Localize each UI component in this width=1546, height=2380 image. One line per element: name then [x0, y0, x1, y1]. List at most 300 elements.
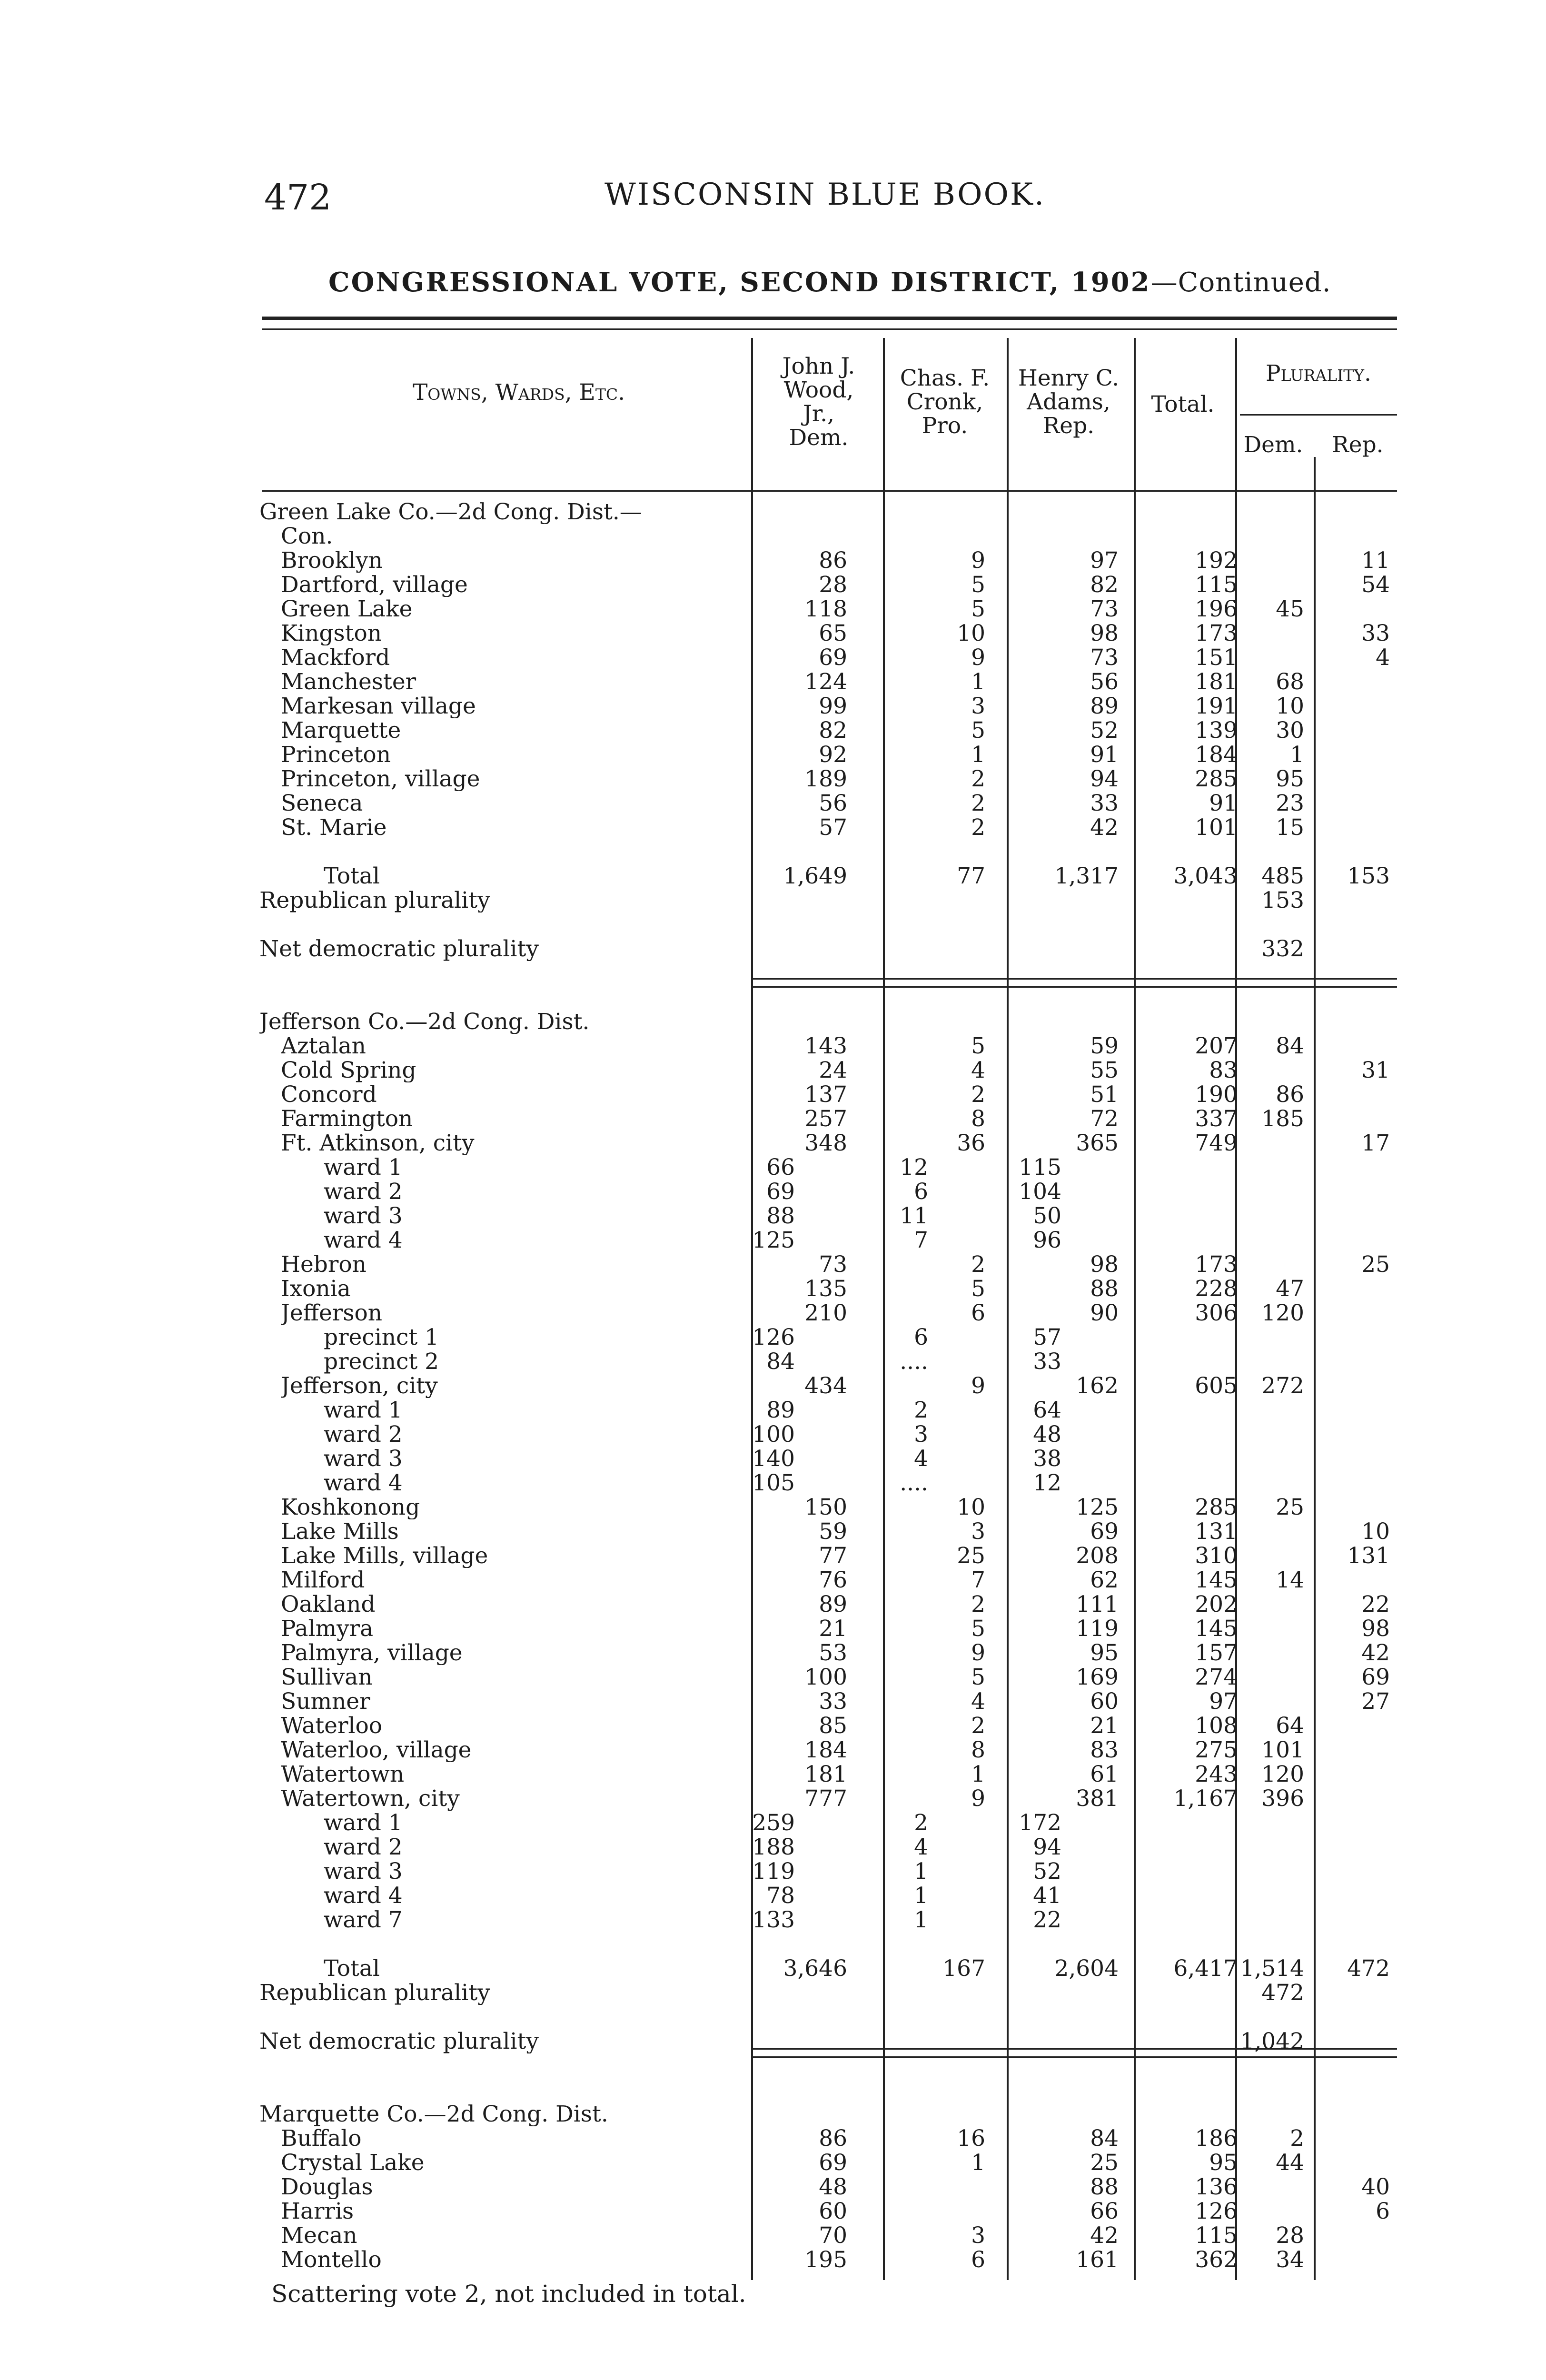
cell-dem: 485 [1261, 863, 1304, 889]
table-row [0, 621, 1546, 645]
row-label [281, 1616, 750, 1641]
spacer-row [0, 840, 1546, 864]
cell-total: 101 [1195, 814, 1238, 841]
cell-wood: 70 [819, 2222, 847, 2249]
cell-cronk: 5 [971, 1664, 985, 1690]
cell-adams: 119 [1076, 1616, 1119, 1642]
row-label [281, 597, 750, 621]
cell-adams: 169 [1076, 1664, 1119, 1690]
cell-rep: 31 [1361, 1057, 1390, 1083]
cell-cronkL: 4 [914, 1446, 928, 1472]
cell-adams: 59 [1090, 1033, 1119, 1059]
cell-total: 136 [1195, 2174, 1238, 2200]
row-label-text: Aztalan [281, 1034, 371, 1058]
cell-cronkL: 1 [914, 1858, 928, 1884]
cell-total: 151 [1195, 645, 1238, 671]
cell-rep: 25 [1361, 1251, 1390, 1278]
row-label [281, 1082, 750, 1107]
cell-adamsL: 57 [1033, 1324, 1061, 1350]
row-label-text: ward 7 [324, 1908, 407, 1932]
row-label [281, 2151, 750, 2175]
cell-adams: 88 [1090, 2174, 1119, 2200]
row-label [281, 1738, 750, 1762]
row-label [281, 743, 750, 767]
table-row [0, 1204, 1546, 1228]
row-label-text: ward 2 [324, 1835, 407, 1859]
row-label-text: Con. [281, 524, 337, 548]
row-label-text: Watertown [281, 1762, 409, 1786]
cell-woodL: 125 [752, 1227, 795, 1253]
row-label-text: ward 3 [324, 1859, 407, 1884]
row-label [281, 645, 750, 670]
row-label-text: ward 1 [324, 1811, 407, 1835]
cell-total: 275 [1195, 1737, 1238, 1763]
cell-woodL: 66 [766, 1154, 795, 1180]
cell-wood: 89 [819, 1591, 847, 1617]
row-label-text: Net democratic plurality [259, 937, 544, 961]
table-row [0, 1325, 1546, 1349]
cell-adams: 72 [1090, 1106, 1119, 1132]
cell-wood: 135 [804, 1276, 847, 1302]
cell-rep: 54 [1361, 572, 1390, 598]
spacer-row [0, 912, 1546, 937]
table-row [0, 1447, 1546, 1471]
row-label [281, 1107, 750, 1131]
cell-adamsL: 33 [1033, 1349, 1061, 1375]
cell-adams: 90 [1090, 1300, 1119, 1326]
row-label-text: ward 4 [324, 1228, 407, 1252]
cell-adams: 1,317 [1054, 863, 1119, 889]
table-row [0, 1349, 1546, 1374]
cell-total: 131 [1195, 1518, 1238, 1545]
row-label [281, 815, 750, 840]
row-label-text: precinct 1 [324, 1325, 444, 1349]
row-label [259, 2029, 750, 2053]
cell-total: 749 [1195, 1130, 1238, 1156]
cell-adams: 365 [1076, 1130, 1119, 1156]
row-label-text: Mackford [281, 645, 395, 670]
cell-adamsL: 115 [1019, 1154, 1061, 1180]
row-label [281, 1689, 750, 1714]
cell-total: 173 [1195, 620, 1238, 646]
row-label-text: Green Lake [281, 597, 417, 621]
cell-total: 362 [1195, 2247, 1238, 2273]
cell-cronkL: 12 [900, 1154, 928, 1180]
cell-wood: 99 [819, 693, 847, 719]
row-label-text: Markesan village [281, 694, 481, 718]
row-label [281, 1374, 750, 1398]
cell-adams: 55 [1090, 1057, 1119, 1083]
cell-dem: 30 [1276, 717, 1304, 744]
cell-wood: 348 [804, 1130, 847, 1156]
cell-rep: 10 [1361, 1518, 1390, 1545]
row-label-text: Montello [281, 2248, 386, 2272]
cell-adams: 25 [1090, 2150, 1119, 2176]
cell-dem: 23 [1276, 790, 1304, 816]
cell-wood: 257 [804, 1106, 847, 1132]
cell-total: 202 [1195, 1591, 1238, 1617]
row-label-text: Total [324, 864, 385, 888]
row-label-text: Ft. Atkinson, city [281, 1131, 479, 1155]
row-label-text: Crystal Lake [281, 2151, 429, 2175]
cell-dem: 86 [1276, 1081, 1304, 1108]
row-label [281, 1568, 750, 1592]
cell-adamsL: 96 [1033, 1227, 1061, 1253]
row-label-text: Republican plurality [259, 888, 495, 912]
cell-woodL: 133 [752, 1907, 795, 1933]
cell-wood: 184 [804, 1737, 847, 1763]
cell-cronk: 4 [971, 1688, 985, 1715]
cell-rep: 42 [1361, 1640, 1390, 1666]
table-title-suffix: —Continued. [1150, 267, 1331, 298]
cell-total: 83 [1209, 1057, 1238, 1083]
table-row [0, 670, 1546, 694]
table-title-main: CONGRESSIONAL VOTE, SECOND DISTRICT, 1902 [328, 267, 1151, 298]
cell-cronk: 8 [971, 1106, 985, 1132]
cell-cronk: 2 [971, 766, 985, 792]
cell-dem: 101 [1261, 1737, 1304, 1763]
row-label-text: Lake Mills, village [281, 1544, 493, 1568]
row-label [281, 1301, 750, 1325]
table-row [0, 548, 1546, 573]
cell-adams: 21 [1090, 1713, 1119, 1739]
cell-wood: 143 [804, 1033, 847, 1059]
table-row [0, 718, 1546, 743]
table-row [0, 937, 1546, 961]
cell-cronkL: 11 [900, 1203, 928, 1229]
row-label-text: Hebron [281, 1252, 371, 1277]
cell-total: 145 [1195, 1616, 1238, 1642]
row-label [324, 1447, 750, 1471]
cell-wood: 48 [819, 2174, 847, 2200]
row-label [324, 1398, 750, 1422]
row-label-text: Waterloo [281, 1714, 387, 1738]
cell-wood: 65 [819, 620, 847, 646]
cell-total: 190 [1195, 1081, 1238, 1108]
table-title [328, 267, 1331, 298]
row-label-text: Ixonia [281, 1277, 356, 1301]
cell-adams: 125 [1076, 1494, 1119, 1520]
cell-rep: 6 [1376, 2198, 1390, 2224]
header-towns: Towns, Wards, Etc. [412, 379, 625, 406]
cell-total: 207 [1195, 1033, 1238, 1059]
cell-cronk: 5 [971, 572, 985, 598]
cell-dem: 472 [1261, 1980, 1304, 2006]
cell-adams: 61 [1090, 1761, 1119, 1787]
cell-cronk: 25 [957, 1543, 985, 1569]
cell-adamsL: 172 [1019, 1810, 1061, 1836]
cell-cronk: 9 [971, 1640, 985, 1666]
cell-total: 243 [1195, 1761, 1238, 1787]
cell-adams: 98 [1090, 620, 1119, 646]
cell-wood: 189 [804, 766, 847, 792]
cell-cronkL: 6 [914, 1179, 928, 1205]
row-label [281, 2223, 750, 2248]
cell-total: 285 [1195, 1494, 1238, 1520]
row-label [324, 1349, 750, 1374]
cell-cronkL: 1 [914, 1883, 928, 1909]
table-row [0, 1859, 1546, 1884]
cell-wood: 69 [819, 2150, 847, 2176]
row-label [281, 1641, 750, 1665]
cell-cronk: 36 [957, 1130, 985, 1156]
row-label-text: ward 3 [324, 1447, 407, 1471]
row-label-text: Sumner [281, 1689, 375, 1714]
table-row [0, 2199, 1546, 2223]
cell-adamsL: 38 [1033, 1446, 1061, 1472]
row-label [324, 1204, 750, 1228]
cell-adamsL: 12 [1033, 1470, 1061, 1496]
cell-wood: 57 [819, 814, 847, 841]
table-row [0, 597, 1546, 621]
cell-adamsL: 94 [1033, 1834, 1061, 1860]
cell-total: 605 [1195, 1373, 1238, 1399]
row-label-text: Koshkonong [281, 1495, 425, 1519]
row-label-text: Brooklyn [281, 548, 387, 573]
cell-dem: 44 [1276, 2150, 1304, 2176]
cell-adams: 208 [1076, 1543, 1119, 1569]
row-label [259, 2102, 750, 2126]
cell-wood: 73 [819, 1251, 847, 1278]
cell-dem: 14 [1276, 1567, 1304, 1593]
cell-dem: 84 [1276, 1033, 1304, 1059]
cell-rep: 69 [1361, 1664, 1390, 1690]
cell-cronkL: 4 [914, 1834, 928, 1860]
cell-adams: 161 [1076, 2247, 1119, 2273]
cell-wood: 24 [819, 1057, 847, 1083]
cell-rep: 11 [1361, 547, 1390, 574]
row-label-text: Marquette [281, 718, 406, 743]
cell-adams: 98 [1090, 1251, 1119, 1278]
cell-cronkL: .... [900, 1349, 928, 1375]
cell-wood: 85 [819, 1713, 847, 1739]
row-label [324, 1956, 750, 1981]
cell-wood: 77 [819, 1543, 847, 1569]
row-label [281, 694, 750, 718]
cell-dem: 68 [1276, 669, 1304, 695]
cell-dem: 64 [1276, 1713, 1304, 1739]
cell-total: 145 [1195, 1567, 1238, 1593]
row-label-text: ward 1 [324, 1398, 407, 1422]
row-label [259, 500, 750, 524]
cell-woodL: 259 [752, 1810, 795, 1836]
row-label-text: precinct 2 [324, 1349, 444, 1374]
cell-wood: 777 [804, 1785, 847, 1812]
cell-total: 181 [1195, 669, 1238, 695]
cell-cronk: 5 [971, 596, 985, 622]
county-heading-row [0, 1010, 1546, 1034]
cell-cronk: 9 [971, 1373, 985, 1399]
cell-wood: 76 [819, 1567, 847, 1593]
cell-woodL: 88 [766, 1203, 795, 1229]
cell-adams: 84 [1090, 2125, 1119, 2152]
row-label-text: Jefferson [281, 1301, 387, 1325]
spacer-row [0, 985, 1546, 1010]
cell-adams: 82 [1090, 572, 1119, 598]
row-label-text: ward 4 [324, 1884, 407, 1908]
row-label [281, 1252, 750, 1277]
cell-wood: 28 [819, 572, 847, 598]
cell-adams: 83 [1090, 1737, 1119, 1763]
row-label [281, 1277, 750, 1301]
cell-rep: 27 [1361, 1688, 1390, 1715]
cell-adams: 73 [1090, 645, 1119, 671]
cell-total: 306 [1195, 1300, 1238, 1326]
cell-dem: 120 [1261, 1300, 1304, 1326]
table-row [0, 1301, 1546, 1325]
cell-cronk: 3 [971, 693, 985, 719]
row-label-text: Republican plurality [259, 1981, 495, 2005]
cell-adamsL: 50 [1033, 1203, 1061, 1229]
cell-woodL: 69 [766, 1179, 795, 1205]
row-label-text: Mecan [281, 2223, 362, 2248]
cell-woodL: 89 [766, 1397, 795, 1423]
row-label [281, 1592, 750, 1616]
table-row [0, 2223, 1546, 2248]
spacer-row [0, 2053, 1546, 2078]
row-label-text: Jefferson, city [281, 1374, 443, 1398]
cell-dem: 272 [1261, 1373, 1304, 1399]
cell-cronk: 1 [971, 1761, 985, 1787]
cell-cronk: 1 [971, 669, 985, 695]
cell-adams: 2,604 [1054, 1955, 1119, 1982]
cell-rep: 131 [1347, 1543, 1390, 1569]
cell-total: 3,043 [1173, 863, 1238, 889]
cell-adams: 95 [1090, 1640, 1119, 1666]
cell-total: 186 [1195, 2125, 1238, 2152]
cell-total: 310 [1195, 1543, 1238, 1569]
row-label-text: ward 3 [324, 1204, 407, 1228]
cell-cronk: 2 [971, 790, 985, 816]
row-label-text: Green Lake Co.—2d Cong. Dist.— [259, 500, 647, 524]
cell-total: 196 [1195, 596, 1238, 622]
table-row [0, 1495, 1546, 1519]
cell-adamsL: 64 [1033, 1397, 1061, 1423]
table-row [0, 1252, 1546, 1277]
row-label [324, 1180, 750, 1204]
cell-cronk: 10 [957, 620, 985, 646]
cell-rep: 22 [1361, 1591, 1390, 1617]
cell-adams: 56 [1090, 669, 1119, 695]
spacer-row [0, 961, 1546, 985]
row-label-text: Watertown, city [281, 1786, 465, 1811]
row-label [281, 1034, 750, 1058]
header-adams: Henry C. Adams, Rep. [1018, 365, 1120, 439]
cell-wood: 195 [804, 2247, 847, 2273]
row-label [324, 1859, 750, 1884]
cell-cronk: 167 [942, 1955, 985, 1982]
cell-cronkL: 2 [914, 1397, 928, 1423]
cell-cronk: 5 [971, 717, 985, 744]
row-label-text: Sullivan [281, 1665, 377, 1689]
cell-woodL: 126 [752, 1324, 795, 1350]
cell-cronk: 2 [971, 1591, 985, 1617]
cell-adams: 60 [1090, 1688, 1119, 1715]
cell-woodL: 100 [752, 1421, 795, 1448]
table-row [0, 1131, 1546, 1155]
cell-woodL: 78 [766, 1883, 795, 1909]
cell-wood: 1,649 [783, 863, 847, 889]
row-label [281, 1519, 750, 1544]
cell-dem: 1,042 [1240, 2028, 1304, 2054]
cell-total: 1,167 [1173, 1785, 1238, 1812]
row-label-text: Concord [281, 1082, 382, 1107]
cell-wood: 53 [819, 1640, 847, 1666]
cell-wood: 21 [819, 1616, 847, 1642]
page-number: 472 [264, 177, 332, 218]
row-label [281, 791, 750, 815]
header-cronk: Chas. F. Cronk, Pro. [900, 365, 990, 439]
cell-woodL: 119 [752, 1858, 795, 1884]
row-label-text: Palmyra, village [281, 1641, 467, 1665]
cell-cronkL: 2 [914, 1810, 928, 1836]
cell-dem: 25 [1276, 1494, 1304, 1520]
row-label [324, 864, 750, 888]
cell-rep: 33 [1361, 620, 1390, 646]
cell-adamsL: 41 [1033, 1883, 1061, 1909]
cell-wood: 434 [804, 1373, 847, 1399]
table-row [0, 1519, 1546, 1544]
cell-wood: 124 [804, 669, 847, 695]
cell-total: 95 [1209, 2150, 1238, 2176]
table-row [0, 1058, 1546, 1082]
row-label [281, 2175, 750, 2199]
cell-rep: 98 [1361, 1616, 1390, 1642]
row-label [281, 670, 750, 694]
table-row [0, 1956, 1546, 1981]
row-label-text: Milford [281, 1568, 369, 1592]
cell-dem: 2 [1290, 2125, 1304, 2152]
header-rep: Rep. [1332, 432, 1384, 458]
county-heading-row [0, 524, 1546, 548]
cell-dem: 28 [1276, 2222, 1304, 2249]
table-row [0, 1471, 1546, 1495]
table-row [0, 1738, 1546, 1762]
table-row [0, 1082, 1546, 1107]
cell-cronk: 1 [971, 2150, 985, 2176]
cell-adams: 33 [1090, 790, 1119, 816]
cell-total: 337 [1195, 1106, 1238, 1132]
table-row [0, 1180, 1546, 1204]
cell-total: 115 [1195, 572, 1238, 598]
cell-cronkL: 7 [914, 1227, 928, 1253]
cell-cronk: 6 [971, 2247, 985, 2273]
cell-dem: 1,514 [1240, 1955, 1304, 1982]
top-rule-1 [262, 317, 1397, 320]
cell-adams: 91 [1090, 742, 1119, 768]
cell-total: 285 [1195, 766, 1238, 792]
row-label-text: Oakland [281, 1592, 380, 1616]
table-row [0, 1835, 1546, 1859]
cell-adams: 88 [1090, 1276, 1119, 1302]
cell-total: 115 [1195, 2222, 1238, 2249]
table-row [0, 1544, 1546, 1568]
table-row [0, 1689, 1546, 1714]
table-row [0, 1811, 1546, 1835]
footnote: Scattering vote 2, not included in total. [271, 2280, 746, 2308]
table-row [0, 1155, 1546, 1180]
cell-adamsL: 52 [1033, 1858, 1061, 1884]
spacer-row [0, 2005, 1546, 2029]
row-label-text: Harris [281, 2199, 358, 2223]
cell-total: 173 [1195, 1251, 1238, 1278]
row-label [281, 2199, 750, 2223]
cell-wood: 118 [804, 596, 847, 622]
row-label-text: Lake Mills [281, 1519, 404, 1544]
row-label [324, 1884, 750, 1908]
table-row [0, 815, 1546, 840]
row-label [324, 1471, 750, 1495]
